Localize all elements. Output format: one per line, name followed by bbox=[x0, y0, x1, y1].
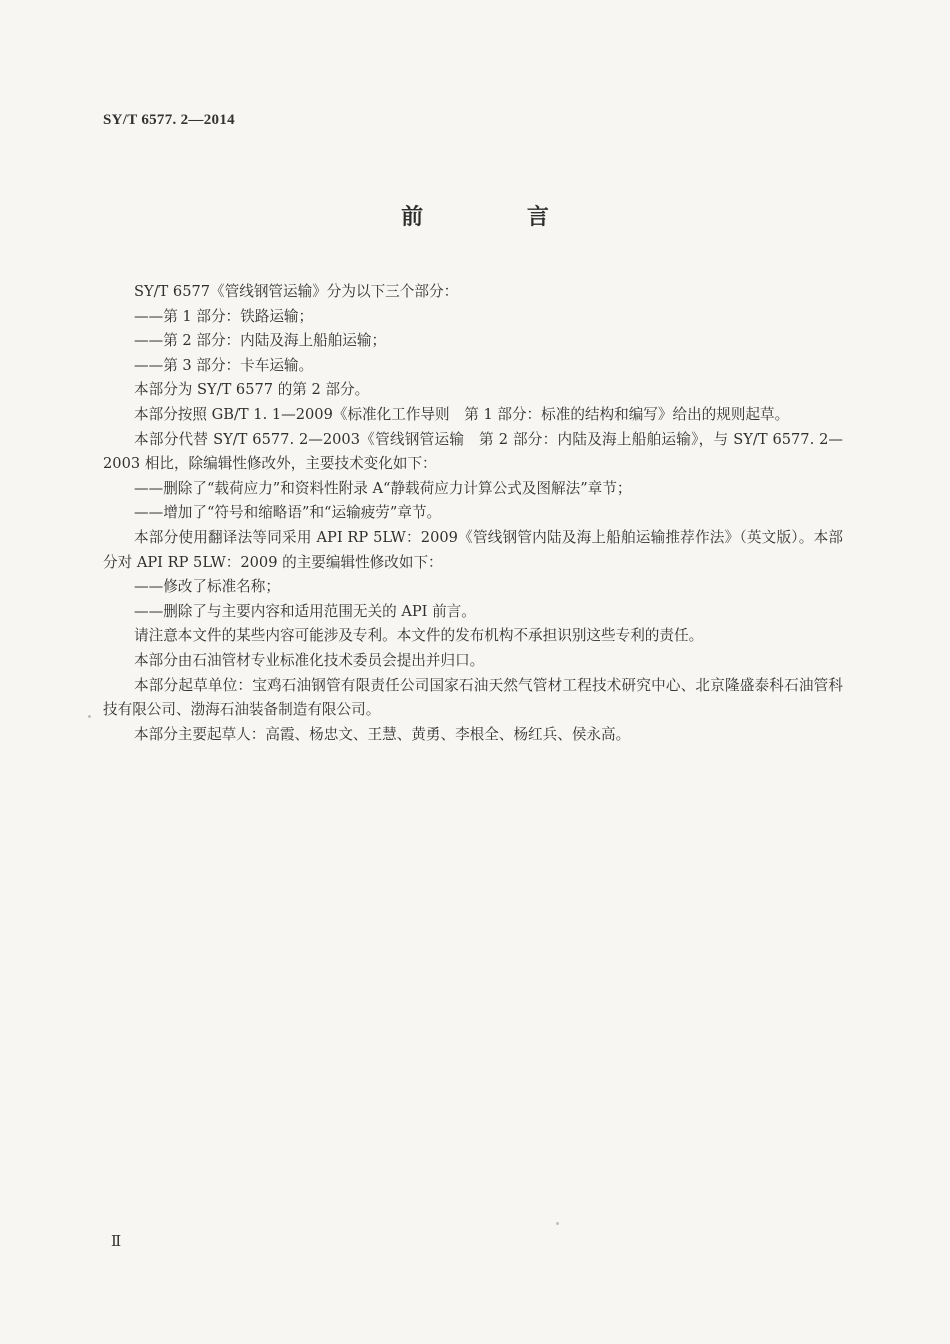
foreword-body bbox=[103, 280, 843, 747]
paragraph: 本部分使用翻译法等同采用 API RP 5LW：2009《管线钢管内陆及海上船舶运输推荐作法》（英文版）。本部分对 API RP 5LW：2009 的主要编辑性修改如下： bbox=[103, 528, 843, 571]
page-title: 前 言 bbox=[401, 205, 597, 230]
paragraph: 本部分代替 SY/T 6577. 2—2003《管线钢管运输 第 2 部分：内陆及海上船舶运输》，与 SY/T 6577. 2—2003 相比，除编辑性修改外，主要技术变化如下： bbox=[103, 430, 843, 473]
paragraph: 本部分由石油管材专业标准化技术委员会提出并归口。 bbox=[134, 651, 485, 669]
scan-speck bbox=[88, 715, 91, 718]
list-item: ——第 3 部分：卡车运输。 bbox=[134, 356, 314, 374]
list-item: ——第 1 部分：铁路运输； bbox=[134, 307, 314, 325]
paragraph: 本部分按照 GB/T 1. 1—2009《标准化工作导则 第 1 部分：标准的结构和编写》给出的规则起草。 bbox=[134, 405, 790, 423]
document-code: SY/T 6577. 2—2014 bbox=[103, 112, 235, 128]
list-item: ——删除了与主要内容和适用范围无关的 API 前言。 bbox=[134, 602, 476, 620]
page-number: Ⅱ bbox=[111, 1234, 122, 1250]
list-item: ——删除了“载荷应力”和资料性附录 A“静载荷应力计算公式及图解法”章节； bbox=[134, 479, 632, 497]
paragraph: 请注意本文件的某些内容可能涉及专利。本文件的发布机构不承担识别这些专利的责任。 bbox=[134, 627, 704, 645]
paragraph: 本部分起草单位：宝鸡石油钢管有限责任公司国家石油天然气管材工程技术研究中心、北京隆盛泰科石油管科技有限公司、渤海石油装备制造有限公司。 bbox=[103, 676, 843, 719]
paragraph: 本部分为 SY/T 6577 的第 2 部分。 bbox=[134, 381, 370, 399]
paragraph: 本部分主要起草人：高霞、杨忠文、王慧、黄勇、李根全、杨红兵、侯永高。 bbox=[134, 725, 631, 743]
list-item: ——修改了标准名称； bbox=[134, 578, 280, 596]
list-item: ——增加了“符号和缩略语”和“运输疲劳”章节。 bbox=[134, 504, 442, 522]
list-item: ——第 2 部分：内陆及海上船舶运输； bbox=[134, 332, 387, 350]
paragraph: SY/T 6577《管线钢管运输》分为以下三个部分： bbox=[134, 283, 459, 300]
scan-speck bbox=[556, 1222, 559, 1225]
